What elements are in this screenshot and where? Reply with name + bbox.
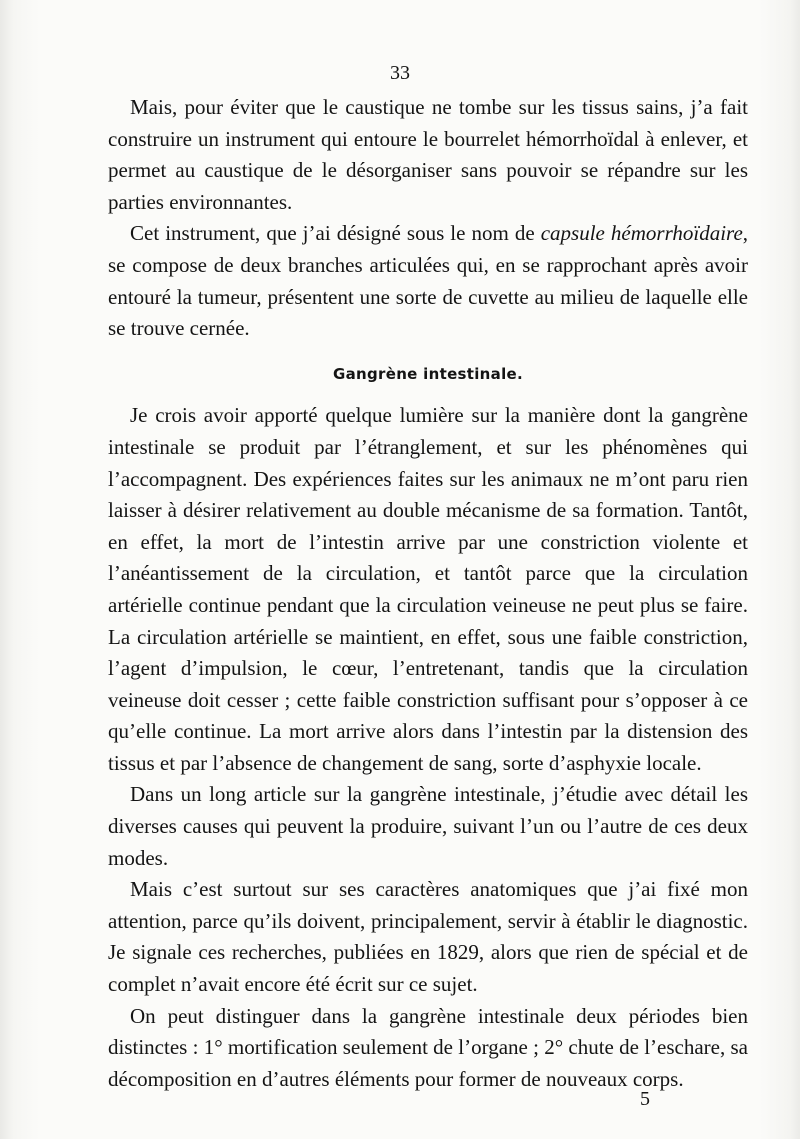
term-capsule: capsule hémorrhoïdaire (540, 221, 743, 246)
paragraph-gangrene-causes: Dans un long article sur la gangrène intestinale, j’étudie avec détail les diverses causes qui peuvent la produire, suivant l’un ou l’autre de ces deux modes. (108, 782, 748, 870)
paragraph-two-periods: On peut distinguer dans la gangrène intestinale deux périodes bien distinctes : 1° mortification seulement de l’organe ; 2° chute de l’eschare, sa décomposition en d’autres éléments pour former de nouveaux corps. (108, 1003, 748, 1091)
paragraph-caustique: Mais, pour éviter que le caustique ne tombe sur les tissus sains, j’a fait construire un instrument qui entoure le bourrelet hémorrhoïdal à enlever, et permet au caustique de le désorganiser sans pouvoir se répandre sur les parties environnantes. (108, 95, 748, 214)
signature-mark: 5 (640, 1088, 650, 1110)
text-body (108, 92, 748, 1095)
page-number: 33 (390, 62, 410, 84)
paragraph-anatomic-characters: Mais c’est surtout sur ses caractères anatomiques que j’ai fixé mon attention, parce qu’ils doivent, principalement, servir à établir le diagnostic. Je signale ces recherches, publiées en 1829, alors que rien de spécial et de complet n’avait encore été écrit sur ce sujet. (108, 877, 748, 997)
paragraph-gangrene-mechanism: Je crois avoir apporté quelque lumière sur la manière dont la gangrène intestinale se produit par l’étranglement, et sur les phénomènes qui l’accompagnent. Des expériences faites sur les animaux ne m’ont paru rien laisser à désirer relativement au double mécanisme de sa formation. Tantôt, en effet, la mort de l’intestin arrive par une constriction violente et l’anéantissement de la circulation, et tantôt parce que la circulation artérielle continue pendant que la circulation veineuse ne peut plus se faire. La circulation artérielle se maintient, en effet, sous une faible constriction, l’agent d’impulsion, le cœur, l’entretenant, tandis que la circulation veineuse doit cesser ; cette faible constriction suffisant pour s’opposer à ce qu’elle continue. La mort arrive alors dans l’intestin par la distension des tissus et par l’absence de changement de sang, sorte d’asphyxie locale. (108, 403, 748, 775)
paragraph-instrument-start: Cet instrument, que j’ai désigné sous le nom de (130, 221, 541, 246)
section-heading: Gangrène intestinale. (332, 364, 523, 383)
paragraph-instrument (108, 218, 748, 344)
paragraph-instrument-end: , se compose de deux branches articulées qui, en se rapprochant après avoir entouré la tumeur, présentent une sorte de cuvette au milieu de laquelle elle se trouve cernée. (108, 221, 749, 341)
